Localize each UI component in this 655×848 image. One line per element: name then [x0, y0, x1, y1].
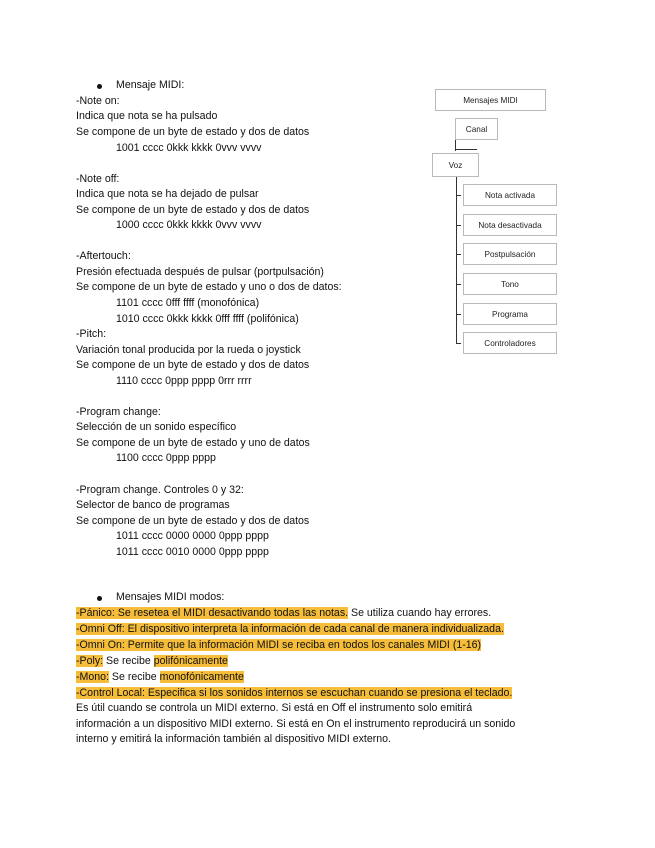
text-line: -Program change:: [76, 406, 161, 418]
diagram-voz-node: Voz: [432, 153, 479, 177]
text: Se recibe: [108, 671, 160, 683]
diagram-child-node: Nota desactivada: [463, 214, 557, 236]
code-line: 1101 cccc 0fff ffff (monofónica): [116, 297, 260, 309]
mode-item-omni-off: [76, 623, 504, 636]
bullet-icon: [97, 84, 102, 89]
diagram-root-node: Mensajes MIDI: [435, 89, 546, 111]
paragraph-line: Es útil cuando se controla un MIDI externo. Si está en Off el instrumento solo emitirá: [76, 702, 473, 714]
mode-item-panico: [76, 607, 491, 620]
text-line: -Note off:: [76, 173, 120, 185]
paragraph-line: interno y emitirá la información también al dispositivo MIDI externo.: [76, 733, 392, 745]
code-line: 1011 cccc 0010 0000 0ppp pppp: [116, 546, 269, 558]
mode-item-poly: [76, 655, 228, 668]
diagram-connector: [456, 195, 461, 196]
text: Se recibe: [103, 655, 154, 667]
section-heading-mensaje-midi: Mensaje MIDI:: [116, 79, 185, 91]
text-line: Se compone de un byte de estado y uno o dos de datos:: [76, 281, 342, 293]
diagram-child-node: Postpulsación: [463, 243, 557, 265]
code-line: 1011 cccc 0000 0000 0ppp pppp: [116, 530, 269, 542]
text-line: Indica que nota se ha dejado de pulsar: [76, 188, 259, 200]
paragraph-line: información a un dispositivo MIDI externo. Si está en On el instrumento reproducirá un sonido: [76, 718, 516, 730]
highlight: -Pánico: Se resetea el MIDI desactivando todas las notas.: [76, 607, 349, 619]
mode-item-omni-on: [76, 639, 481, 652]
code-line: 1001 cccc 0kkk kkkk 0vvv vvvv: [116, 142, 262, 154]
mode-item-control-local: [76, 687, 512, 700]
code-line: 1010 cccc 0kkk kkkk 0fff ffff (polifónica): [116, 313, 299, 325]
text-line: Se compone de un byte de estado y uno de datos: [76, 437, 310, 449]
section-heading-modos: Mensajes MIDI modos:: [116, 591, 225, 603]
bullet-icon: [97, 596, 102, 601]
diagram-connector: [456, 284, 461, 285]
diagram-child-node: Controladores: [463, 332, 557, 354]
text-line: Se compone de un byte de estado y dos de datos: [76, 515, 310, 527]
highlight: -Control Local: Especifica si los sonidos internos se escuchan cuando se presiona el teclado.: [76, 687, 513, 699]
diagram-connector: [456, 177, 457, 344]
code-line: 1000 cccc 0kkk kkkk 0vvv vvvv: [116, 219, 262, 231]
text-line: -Program change. Controles 0 y 32:: [76, 484, 244, 496]
text-line: Variación tonal producida por la rueda o joystick: [76, 344, 301, 356]
diagram-connector: [456, 314, 461, 315]
mode-item-mono: [76, 671, 244, 684]
diagram-canal-node: Canal: [455, 118, 498, 140]
text-line: Indica que nota se ha pulsado: [76, 110, 218, 122]
code-line: 1110 cccc 0ppp pppp 0rrr rrrr: [116, 375, 252, 387]
highlight: -Omni Off: El dispositivo interpreta la información de cada canal de manera individualizada.: [76, 623, 504, 635]
diagram-child-node: Nota activada: [463, 184, 557, 206]
diagram-connector: [455, 149, 477, 150]
text-line: Se compone de un byte de estado y dos de datos: [76, 359, 310, 371]
text-line: Se compone de un byte de estado y dos de datos: [76, 204, 310, 216]
code-line: 1100 cccc 0ppp pppp: [116, 452, 216, 464]
text-line: -Note on:: [76, 95, 120, 107]
text-line: Presión efectuada después de pulsar (portpulsación): [76, 266, 324, 278]
text-line: Se compone de un byte de estado y dos de datos: [76, 126, 310, 138]
text-line: -Aftertouch:: [76, 250, 131, 262]
text-line: -Pitch:: [76, 328, 107, 340]
text: Se utiliza cuando hay errores.: [348, 607, 492, 619]
highlight: monofónicamente: [159, 671, 244, 683]
diagram-connector: [456, 225, 461, 226]
highlight: -Mono:: [76, 671, 109, 683]
diagram-child-node: Tono: [463, 273, 557, 295]
diagram-connector: [456, 343, 461, 344]
highlight: -Omni On: Permite que la información MIDI se reciba en todos los canales MIDI (1-16): [76, 639, 482, 651]
highlight: -Poly:: [76, 655, 104, 667]
highlight: polifónicamente: [153, 655, 228, 667]
diagram-connector: [456, 254, 461, 255]
diagram-child-node: Programa: [463, 303, 557, 325]
text-line: Selector de banco de programas: [76, 499, 230, 511]
text-line: Selección de un sonido específico: [76, 421, 237, 433]
